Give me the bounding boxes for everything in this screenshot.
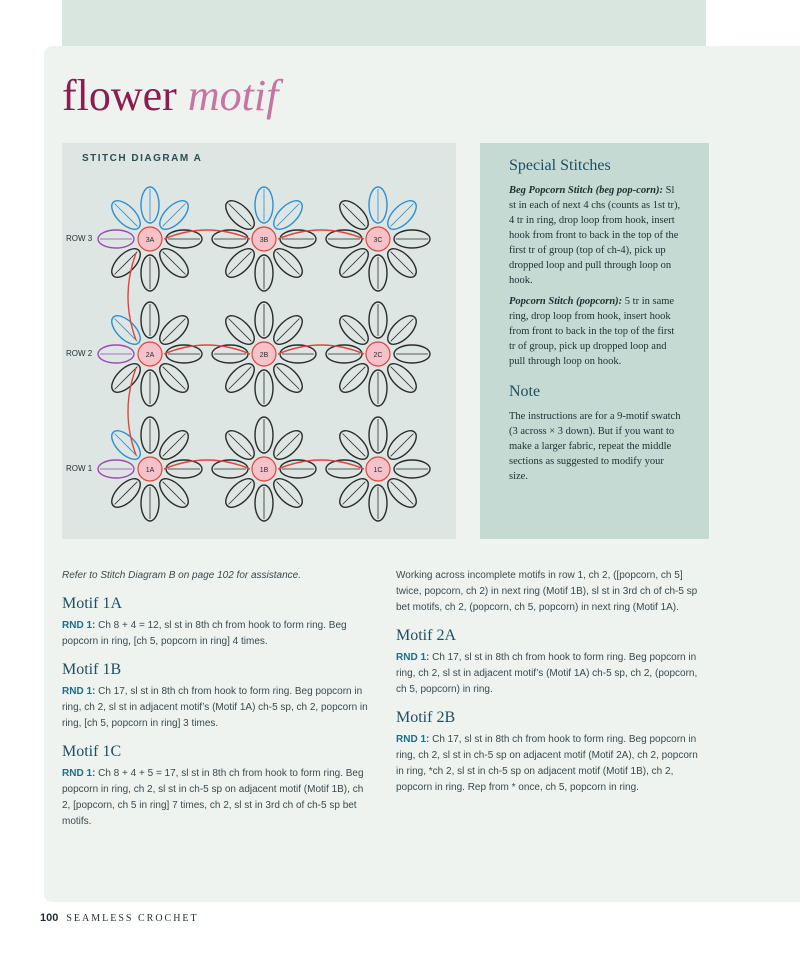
petal-stitch bbox=[391, 367, 414, 390]
motif-label: 3C bbox=[373, 237, 383, 244]
right-column bbox=[396, 568, 708, 796]
petal-stitch bbox=[277, 367, 300, 390]
book-title: SEAMLESS CROCHET bbox=[66, 913, 199, 924]
motif-text: Ch 17, sl st in 8th ch from hook to form ring. Beg popcorn in ring, ch 2, sl st in adjacent motif’s (Motif 1A) ch-5 sp, ch 2, (popcorn, ch 5, popcorn) in ring. bbox=[396, 652, 698, 695]
rnd-label: RND 1: bbox=[62, 686, 96, 697]
petal-stitch bbox=[115, 252, 138, 275]
rnd-label: RND 1: bbox=[396, 652, 430, 663]
petal-stitch bbox=[115, 482, 138, 505]
motif-label: 3B bbox=[259, 237, 269, 244]
petal-stitch bbox=[229, 434, 252, 457]
petal-stitch bbox=[229, 252, 252, 275]
petal-stitch bbox=[115, 434, 138, 457]
row-label: ROW 1 bbox=[66, 464, 93, 473]
title-word-1: flower bbox=[62, 71, 177, 120]
page-number: 100 bbox=[40, 912, 59, 924]
petal-stitch bbox=[163, 434, 186, 457]
motif-instruction bbox=[396, 650, 708, 698]
motif-label: 2B bbox=[259, 352, 269, 359]
motif-label: 3A bbox=[145, 237, 155, 244]
petal-stitch bbox=[229, 367, 252, 390]
top-tab bbox=[62, 0, 706, 46]
petal-stitch bbox=[343, 482, 366, 505]
rnd-label: RND 1: bbox=[396, 734, 430, 745]
special-stitches-heading: Special Stitches bbox=[509, 157, 611, 174]
rnd-label: RND 1: bbox=[62, 620, 96, 631]
petal-stitch bbox=[391, 252, 414, 275]
popcorn-term: Popcorn Stitch (popcorn): bbox=[509, 296, 623, 307]
motif-text: Ch 8 + 4 = 12, sl st in 8th ch from hook to form ring. Beg popcorn in ring, [ch 5, popcorn in ring] 4 times. bbox=[62, 620, 347, 647]
petal-stitch bbox=[391, 482, 414, 505]
motif-label: 1C bbox=[373, 467, 383, 474]
motif-heading: Motif 1B bbox=[62, 661, 122, 678]
motif-instruction bbox=[396, 732, 708, 796]
petal-stitch bbox=[229, 319, 252, 342]
petal-stitch bbox=[343, 252, 366, 275]
special-stitches-box bbox=[480, 143, 709, 539]
row-label: ROW 2 bbox=[66, 349, 93, 358]
motif-instruction bbox=[62, 684, 374, 732]
left-intro: Refer to Stitch Diagram B on page 102 for assistance. bbox=[62, 570, 302, 581]
petal-stitch bbox=[115, 319, 138, 342]
petal-stitch bbox=[115, 204, 138, 227]
petal-stitch bbox=[391, 434, 414, 457]
beg-popcorn-paragraph bbox=[509, 183, 681, 288]
right-intro: Working across incomplete motifs in row 1, ch 2, ([popcorn, ch 5] twice, popcorn, ch 2) in next ring (Motif 1B), sl st in 3rd ch of ch-5 sp bet motifs, ch 2, (popcorn, ch 5, popcorn) in next ring (Motif 1A). bbox=[396, 570, 698, 613]
left-column bbox=[62, 568, 374, 830]
beg-popcorn-text: Sl st in each of next 4 chs (counts as 1st tr), 4 tr in ring, drop loop from hook, insert hook from front to back in the top of the first tr of group (top of ch-4), pick up dropped loop and pull through loop on hook. bbox=[509, 185, 681, 286]
petal-stitch bbox=[163, 367, 186, 390]
motif-text: Ch 8 + 4 + 5 = 17, sl st in 8th ch from hook to form ring. Beg popcorn in ring, ch 2, sl st in ch-5 sp on adjacent motif (Motif 1B), ch 2, [popcorn, ch 5 in ring] 7 times, ch 2, sl st in 3rd ch of ch-5 sp bet motifs. bbox=[62, 768, 364, 827]
crochet-diagram-svg bbox=[62, 143, 456, 539]
petal-stitch bbox=[391, 319, 414, 342]
motif-instruction bbox=[62, 766, 374, 830]
title-word-2: motif bbox=[187, 71, 279, 120]
petal-stitch bbox=[163, 482, 186, 505]
petal-stitch bbox=[163, 252, 186, 275]
popcorn-text: 5 tr in same ring, drop loop from hook, insert hook from front to back in the top of the first tr of group, pick up dropped loop and pull through loop on hook. bbox=[509, 296, 675, 367]
popcorn-paragraph bbox=[509, 294, 681, 369]
petal-stitch bbox=[163, 319, 186, 342]
motif-label: 2C bbox=[373, 352, 383, 359]
note-heading: Note bbox=[509, 383, 541, 400]
petal-stitch bbox=[277, 434, 300, 457]
note-text: The instructions are for a 9-motif swatch (3 across × 3 down). But if you want to make a larger fabric, repeat the middle sections as suggested to modify your size. bbox=[509, 411, 681, 482]
petal-stitch bbox=[343, 434, 366, 457]
petal-stitch bbox=[343, 204, 366, 227]
page-title bbox=[62, 66, 278, 126]
beg-popcorn-term: Beg Popcorn Stitch (beg pop-corn): bbox=[509, 185, 663, 196]
motif-heading: Motif 1C bbox=[62, 743, 122, 760]
petal-stitch bbox=[343, 319, 366, 342]
petal-stitch bbox=[277, 252, 300, 275]
petal-stitch bbox=[277, 482, 300, 505]
petal-stitch bbox=[277, 319, 300, 342]
petal-stitch bbox=[115, 367, 138, 390]
motif-heading: Motif 2A bbox=[396, 627, 456, 644]
motif-text: Ch 17, sl st in 8th ch from hook to form ring. Beg popcorn in ring, ch 2, sl st in ch-5 sp on adjacent motif (Motif 2A), ch 2, popcorn in ring, *ch 2, sl st in ch-5 sp on adjacent motif (Motif 1B), ch 2, popcorn in ring. Rep from * once, ch 5, popcorn in ring. bbox=[396, 734, 698, 793]
motif-heading: Motif 2B bbox=[396, 709, 456, 726]
rnd-label: RND 1: bbox=[62, 768, 96, 779]
motif-label: 2A bbox=[145, 352, 155, 359]
motif-heading: Motif 1A bbox=[62, 595, 122, 612]
motif-text: Ch 17, sl st in 8th ch from hook to form ring. Beg popcorn in ring, ch 2, sl st in adjacent motif’s (Motif 1A) ch-5 sp, ch 2, popcorn in ring, [ch 5, popcorn in ring] 3 times. bbox=[62, 686, 368, 729]
petal-stitch bbox=[277, 204, 300, 227]
motif-label: 1B bbox=[259, 467, 269, 474]
petal-stitch bbox=[391, 204, 414, 227]
petal-stitch bbox=[343, 367, 366, 390]
diagram-label: STITCH DIAGRAM A bbox=[82, 153, 203, 164]
motif-label: 1A bbox=[145, 467, 155, 474]
petal-stitch bbox=[229, 482, 252, 505]
stitch-diagram bbox=[62, 143, 456, 539]
page-footer bbox=[40, 912, 199, 924]
row-label: ROW 3 bbox=[66, 234, 93, 243]
petal-stitch bbox=[163, 204, 186, 227]
petal-stitch bbox=[229, 204, 252, 227]
motif-instruction bbox=[62, 618, 374, 650]
